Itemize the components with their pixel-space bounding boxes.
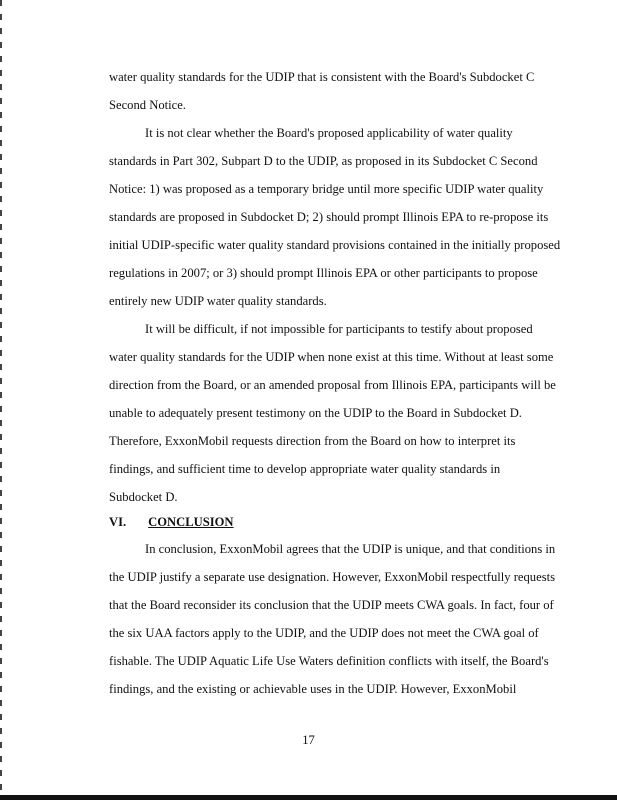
scan-edge — [0, 0, 2, 800]
text-line: Notice: 1) was proposed as a temporary bridge until more specific UDIP water quality — [109, 182, 544, 196]
section-title: CONCLUSION — [148, 515, 234, 529]
text-line: fishable. The UDIP Aquatic Life Use Waters definition conflicts with itself, the Board's — [109, 654, 549, 668]
text-line: findings, and sufficient time to develop appropriate water quality standards in — [109, 462, 501, 476]
text-line: the six UAA factors apply to the UDIP, and the UDIP does not meet the CWA goal of — [109, 626, 539, 640]
scan-bottom-border — [0, 795, 617, 800]
text-line: Therefore, ExxonMobil requests direction from the Board on how to interpret its — [109, 434, 516, 448]
paragraph-start: In conclusion, ExxonMobil agrees that the UDIP is unique, and that conditions in — [145, 542, 556, 556]
page-number: 17 — [302, 733, 315, 747]
text-line: findings, and the existing or achievable uses in the UDIP. However, ExxonMobil — [109, 682, 517, 696]
text-line: Second Notice. — [109, 98, 186, 112]
text-line: that the Board reconsider its conclusion that the UDIP meets CWA goals. In fact, four of — [109, 598, 554, 612]
text-line: direction from the Board, or an amended proposal from Illinois EPA, participants will be — [109, 378, 556, 392]
text-line: entirely new UDIP water quality standards. — [109, 294, 327, 308]
text-line: water quality standards for the UDIP that is consistent with the Board's Subdocket C — [109, 70, 535, 84]
text-line: standards in Part 302, Subpart D to the UDIP, as proposed in its Subdocket C Second — [109, 154, 538, 168]
text-line: unable to adequately present testimony on the UDIP to the Board in Subdocket D. — [109, 406, 522, 420]
text-line: Subdocket D. — [109, 490, 178, 504]
text-line: the UDIP justify a separate use designation. However, ExxonMobil respectfully requests — [109, 570, 555, 584]
text-line: standards are proposed in Subdocket D; 2) should prompt Illinois EPA to re-propose its — [109, 210, 549, 224]
section-heading — [109, 515, 234, 529]
paragraph-start: It will be difficult, if not impossible for participants to testify about proposed — [145, 322, 533, 336]
text-line: initial UDIP-specific water quality standard provisions contained in the initially proposed — [109, 238, 561, 252]
text-line: regulations in 2007; or 3) should prompt Illinois EPA or other participants to propose — [109, 266, 538, 280]
paragraph-start: It is not clear whether the Board's proposed applicability of water quality — [145, 126, 513, 140]
section-number: VI. — [109, 515, 127, 529]
text-line: water quality standards for the UDIP when none exist at this time. Without at least some — [109, 350, 554, 364]
